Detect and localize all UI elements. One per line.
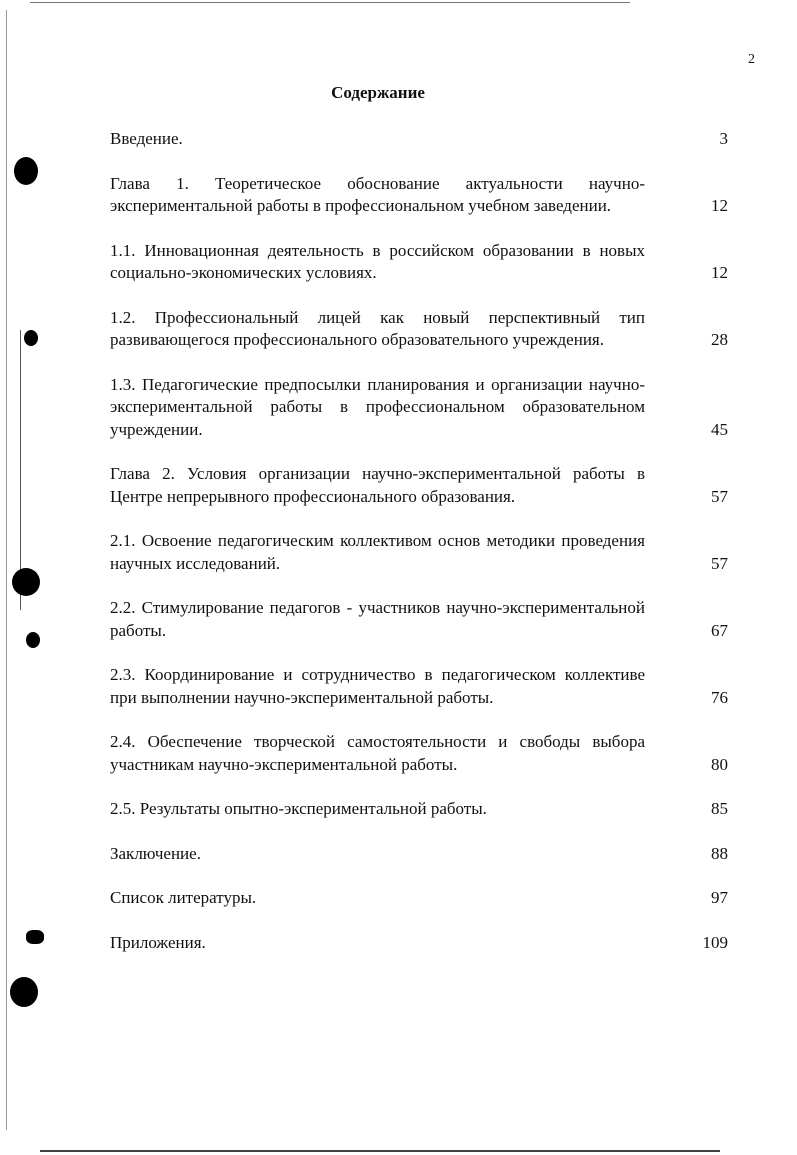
- scan-edge-bottom: [40, 1150, 720, 1152]
- toc-entry-text: Введение.: [110, 129, 183, 148]
- punch-hole-mark: [14, 157, 38, 185]
- punch-hole-mark: [26, 930, 44, 944]
- toc-entry-section-2-1: [110, 530, 730, 575]
- scan-edge-top: [30, 2, 630, 3]
- table-of-contents: [110, 128, 730, 954]
- toc-entry-text: 2.5. Результаты опытно-экспериментальной работы.: [110, 799, 487, 818]
- toc-entry-text: Глава 2. Условия организации научно-экспериментальной работы в Центре непрерывного профессионального образования.: [110, 464, 645, 506]
- toc-entry-text: 1.2. Профессиональный лицей как новый перспективный тип развивающегося профессионального образовательного учреждения.: [110, 307, 645, 349]
- toc-entry-page: 76: [711, 687, 728, 707]
- toc-entry-page: 12: [711, 196, 728, 215]
- toc-entry-page: 88: [711, 843, 728, 863]
- toc-entry-text: Список литературы.: [110, 888, 257, 907]
- toc-entry-page: 12: [711, 263, 728, 282]
- toc-entry-appendices: [110, 932, 730, 955]
- toc-entry-page: 3: [719, 129, 728, 148]
- punch-hole-mark: [12, 568, 40, 596]
- toc-entry-section-2-5: [110, 798, 730, 821]
- page-number: 2: [748, 52, 755, 67]
- toc-entry-text: 2.3. Координирование и сотрудничество в педагогическом коллективе при выполнении научно-экспериментальной работы.: [110, 665, 645, 707]
- toc-entry-page: 28: [711, 330, 728, 349]
- toc-entry-chapter-2: [110, 463, 730, 508]
- toc-title: Содержание: [331, 83, 425, 102]
- toc-entry-text: 2.2. Стимулирование педагогов - участников научно-экспериментальной работы.: [110, 598, 645, 640]
- toc-entry-page: 67: [711, 620, 728, 640]
- toc-entry-text: 2.4. Обеспечение творческой самостоятельности и свободы выбора участникам научно-экспериментальной работы.: [110, 732, 645, 774]
- toc-entry-section-2-2: [110, 597, 730, 642]
- toc-entry-page: 85: [711, 799, 728, 818]
- toc-entry-section-2-3: [110, 664, 730, 709]
- scan-edge-left: [6, 10, 7, 1130]
- toc-entry-text: Приложения.: [110, 932, 206, 952]
- punch-hole-mark: [24, 330, 38, 346]
- toc-entry-page: 109: [702, 932, 728, 952]
- toc-entry-conclusion: [110, 843, 730, 866]
- toc-entry-bibliography: [110, 887, 730, 910]
- toc-entry-page: 57: [711, 486, 728, 506]
- toc-entry-section-2-4: [110, 731, 730, 776]
- toc-entry-introduction: [110, 128, 730, 151]
- toc-entry-page: 45: [711, 419, 728, 439]
- toc-entry-page: 80: [711, 754, 728, 774]
- toc-entry-section-1-2: [110, 307, 730, 352]
- toc-entry-text: 2.1. Освоение педагогическим коллективом основ методики проведения научных исследований.: [110, 531, 645, 573]
- toc-entry-text: 1.3. Педагогические предпосылки планирования и организации научно-экспериментальной работы в профессиональном образовательном учреждении.: [110, 374, 645, 439]
- toc-entry-text: Заключение.: [110, 843, 201, 863]
- toc-entry-page: 57: [711, 553, 728, 573]
- punch-hole-mark: [26, 632, 40, 648]
- toc-entry-text: 1.1. Инновационная деятельность в российском образовании в новых социально-экономических условиях.: [110, 240, 645, 282]
- toc-entry-section-1-1: [110, 240, 730, 285]
- toc-entry-section-1-3: [110, 374, 730, 442]
- toc-entry-page: 97: [711, 888, 728, 907]
- punch-hole-mark: [10, 977, 38, 1007]
- toc-entry-chapter-1: [110, 173, 730, 218]
- toc-entry-text: Глава 1. Теоретическое обоснование актуальности научно-экспериментальной работы в профессиональном учебном заведении.: [110, 173, 645, 215]
